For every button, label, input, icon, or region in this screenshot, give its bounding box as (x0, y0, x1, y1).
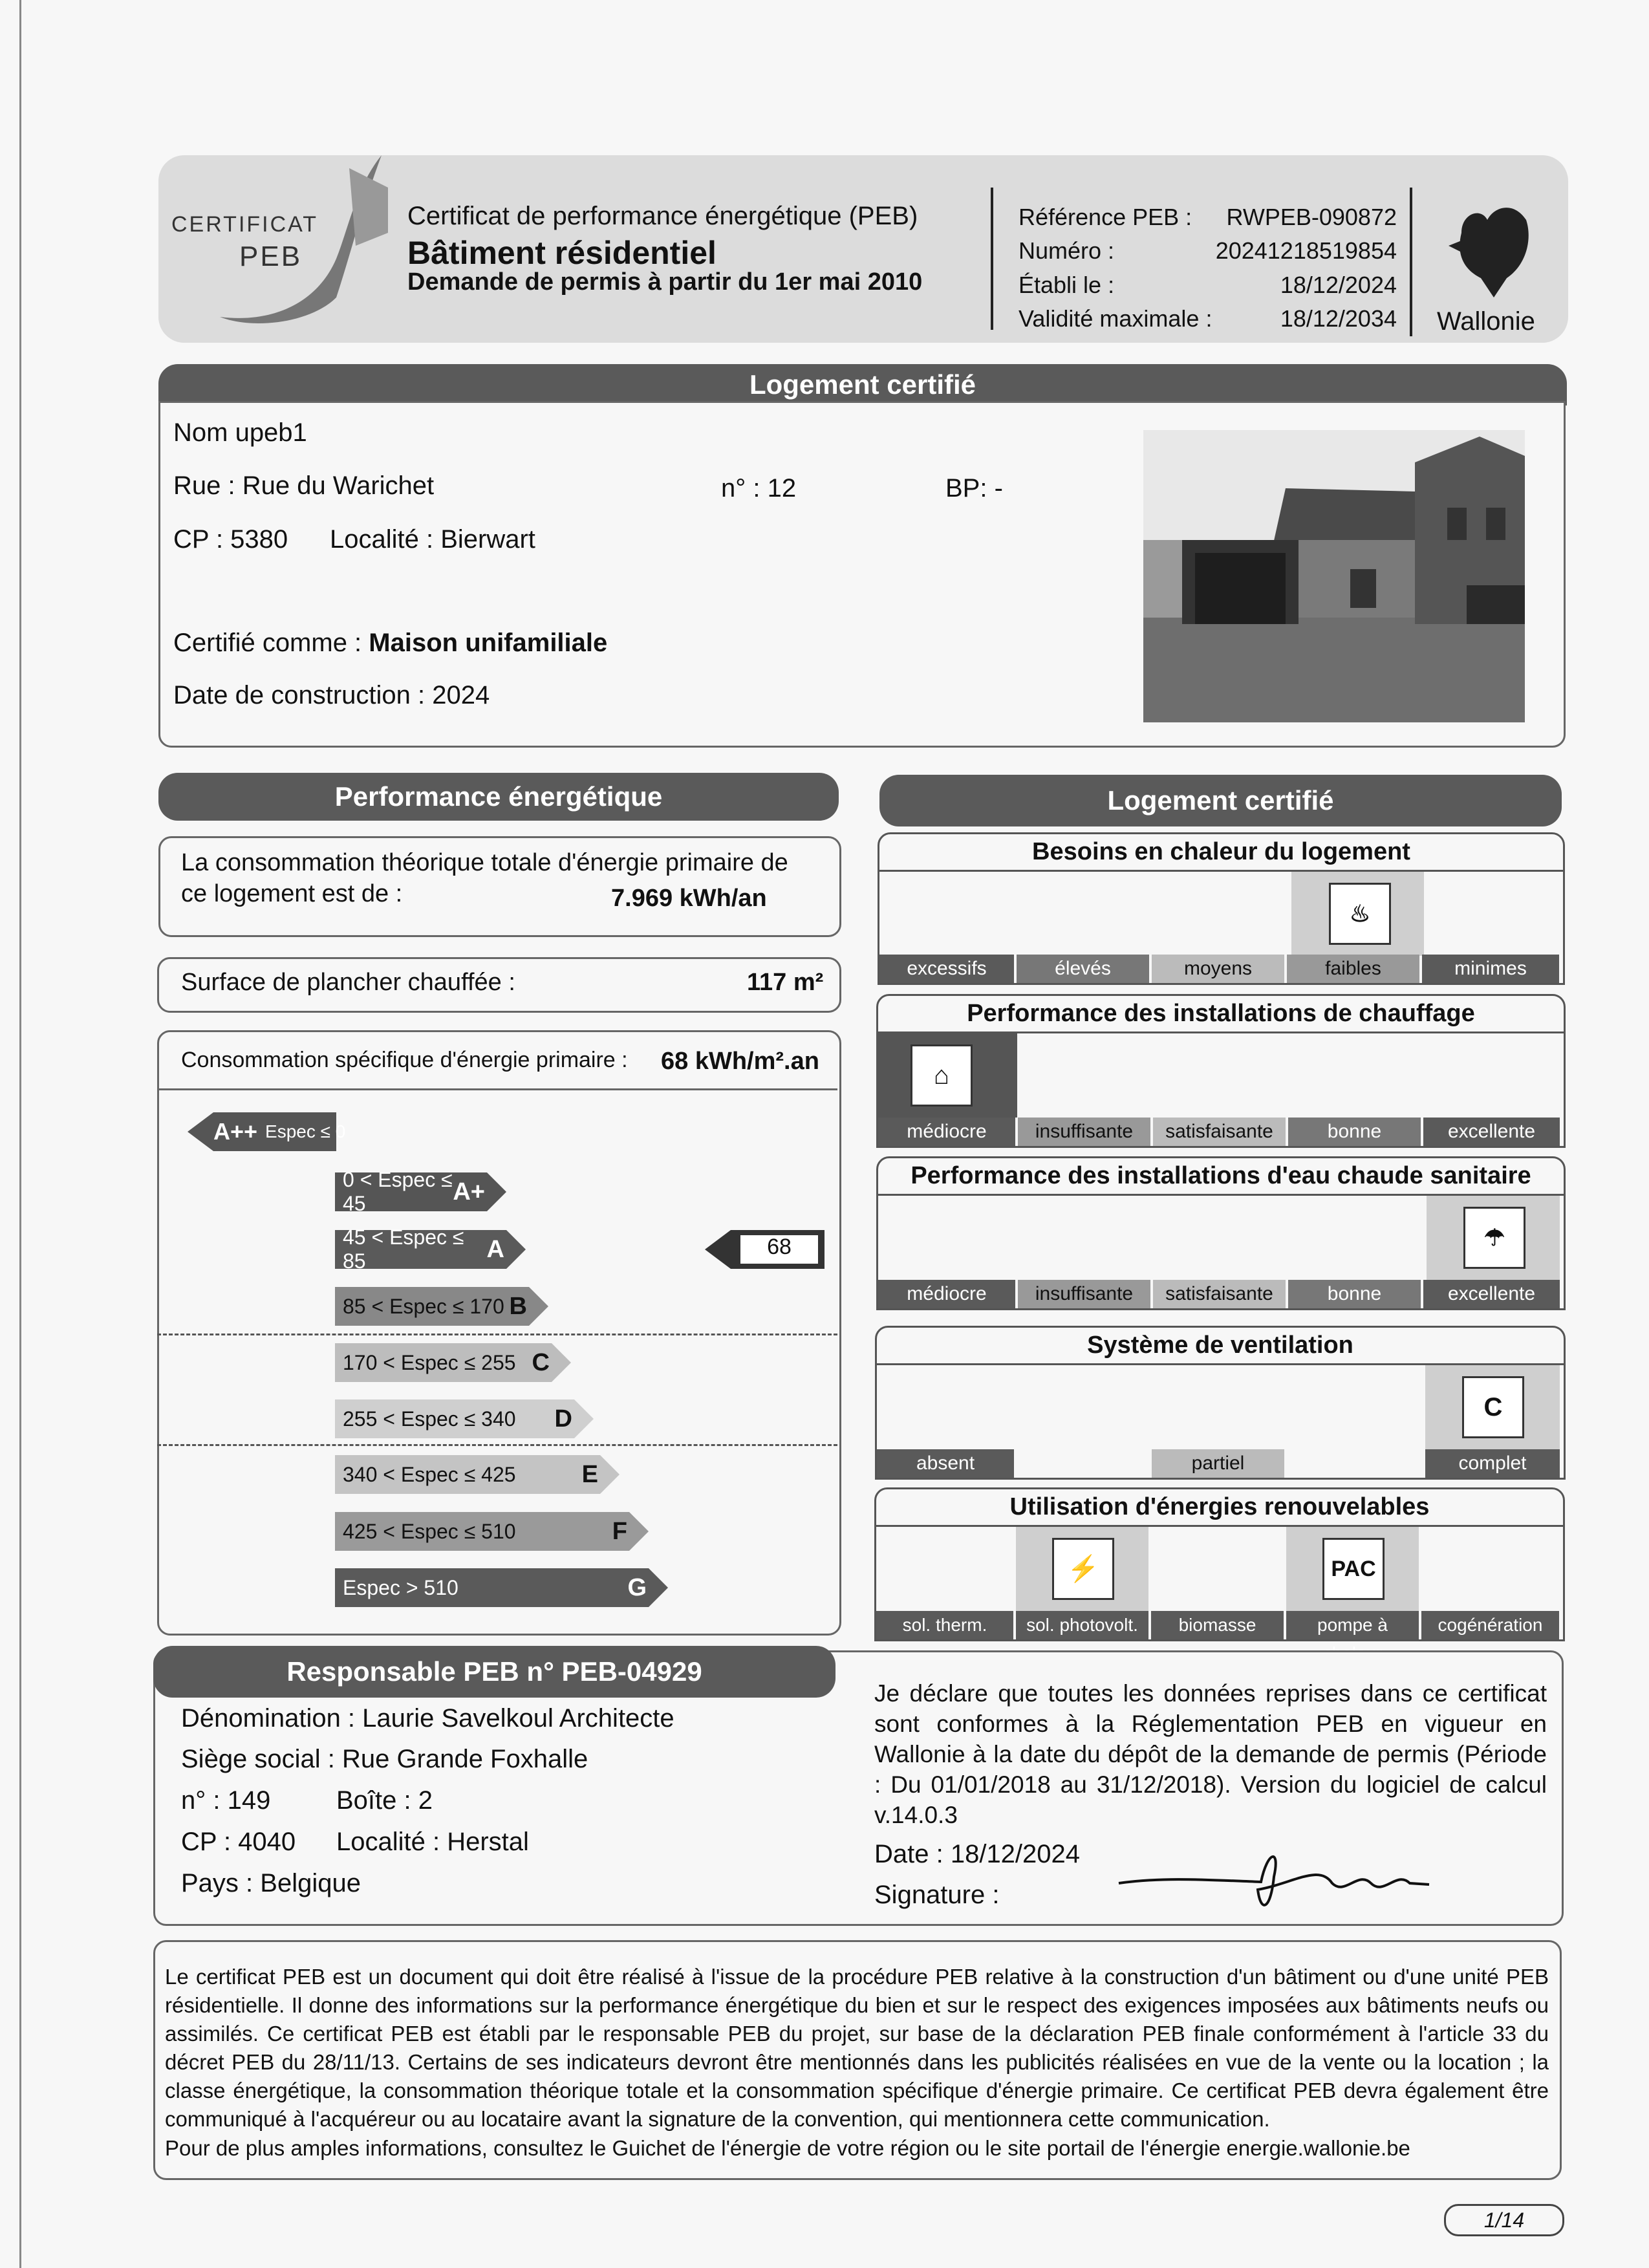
shower-icon: ☂ (1463, 1207, 1525, 1269)
class-divider-1 (157, 1334, 837, 1335)
class-f-letter: F (612, 1517, 627, 1545)
chauffage-seg-3: satisfaisante (1153, 1118, 1286, 1146)
class-divider-2 (157, 1444, 837, 1446)
besoins-panel (878, 832, 1565, 985)
class-g-letter: G (627, 1573, 647, 1601)
header-title1: Certificat de performance énergétique (PEB) (407, 202, 918, 230)
class-ap-letter: A+ (453, 1178, 485, 1205)
num-value: 20241218519854 (1215, 237, 1397, 264)
responsable-bar: Responsable PEB n° PEB-04929 (153, 1646, 835, 1698)
chauffage-seg-2: insuffisante (1018, 1118, 1150, 1146)
class-app-range: Espec ≤ 0 (265, 1121, 346, 1141)
responsable-pays: Pays : Belgique (181, 1869, 361, 1897)
ecs-seg-5: excellente (1423, 1280, 1560, 1308)
class-c-letter: C (532, 1348, 550, 1376)
class-c-range: 170 < Espec ≤ 255 (343, 1350, 516, 1374)
logement-localite: Localité : Bierwart (330, 525, 535, 554)
ecs-seg-3: satisfaisante (1153, 1280, 1286, 1308)
class-f-label (335, 1513, 632, 1550)
chauffage-title: Performance des installations de chauffage (878, 996, 1564, 1033)
renouv-seg-1: sol. therm. (876, 1611, 1013, 1639)
responsable-cp: CP : 4040 (181, 1828, 296, 1856)
ecs-seg-2: insuffisante (1018, 1280, 1150, 1308)
etabli-value: 18/12/2024 (1280, 272, 1397, 298)
class-g-label (335, 1570, 652, 1606)
header-separator (991, 188, 993, 330)
logement-cp: CP : 5380 (173, 525, 288, 554)
valid-label: Validité maximale : (1018, 305, 1212, 332)
conso-value: 7.969 kWh/an (611, 885, 767, 912)
spec-label: Consommation spécifique d'énergie primaire : (181, 1048, 628, 1072)
class-ap-label (335, 1168, 490, 1215)
certifie-label: Certifié comme : (173, 629, 369, 657)
ecs-panel (876, 1156, 1566, 1310)
class-a-range: 45 < Espec ≤ 85 (343, 1226, 464, 1273)
ecs-title: Performance des installations d'eau chaude sanitaire (878, 1158, 1564, 1196)
ventilation-seg-2: partiel (1152, 1449, 1284, 1478)
certifie-value: Maison unifamiliale (369, 629, 608, 657)
chauffage-seg-4: bonne (1288, 1118, 1421, 1146)
class-a-letter: A (486, 1235, 504, 1263)
renouv-seg-2: sol. photovolt. (1016, 1611, 1148, 1639)
besoins-title: Besoins en chaleur du logement (879, 834, 1563, 872)
performance-bar: Performance énergétique (158, 773, 839, 821)
footer-text: Le certificat PEB est un document qui doit être réalisé à l'issue de la procédure PEB relative à la construction d'un bâtiment ou d'une unité PEB résidentielle. Il donne des informations sur la performance énergétique du bien et sur le respect des exigences imposées aux bâtiments neufs ou assimilés. Ce certificat PEB est établi par le responsable PEB du projet, sur base de la déclaration PEB finale conformément à l'article 33 du décret PEB du 28/11/13. Certains de ses indicateurs devront être mentionnés dans les publicités réalisées en vue de la vente ou la location ; la classe énergétique, la consommation théorique totale et la consommation spécifique d'énergie primaire. Ce certificat PEB devra également être communiqué à l'acquéreur ou au locataire avant la signature de la convention, qui mentionnera cette communication. (165, 1965, 1549, 2131)
logement-bar: Logement certifié (158, 364, 1567, 405)
class-marker-value: 68 (767, 1235, 792, 1259)
logement-certifie (173, 629, 607, 658)
besoins-seg-2: élevés (1017, 955, 1149, 983)
footer-more-info: Pour de plus amples informations, consultez le Guichet de l'énergie de votre région ou le site portail de l'énergie energie.wallonie.be (165, 2136, 1410, 2160)
photovoltaic-icon: ⚡ (1052, 1538, 1114, 1600)
num-label: Numéro : (1018, 237, 1115, 264)
ecs-seg-4: bonne (1288, 1280, 1421, 1308)
ventilation-seg-3: complet (1425, 1449, 1560, 1478)
chauffage-seg-1: médiocre (878, 1118, 1015, 1146)
house-photo (1143, 430, 1525, 722)
page-number: 1/14 (1444, 2204, 1564, 2236)
class-app-letter: A++ (213, 1118, 258, 1145)
responsable-localite: Localité : Herstal (336, 1828, 529, 1856)
conso-text: La consommation théorique totale d'énergie primaire de ce logement est de : (181, 849, 788, 907)
class-e-label (335, 1456, 603, 1493)
renouv-seg-3: biomasse (1151, 1611, 1284, 1639)
chauffage-seg-5: excellente (1423, 1118, 1560, 1146)
class-b-label (335, 1288, 532, 1324)
responsable-date: Date : 18/12/2024 (874, 1840, 1081, 1868)
heating-house-icon: ⌂ (911, 1044, 973, 1107)
class-d-range: 255 < Espec ≤ 340 (343, 1407, 516, 1431)
valid-value: 18/12/2034 (1280, 305, 1397, 332)
chauffage-panel (876, 994, 1566, 1148)
heat-pump-icon: PAC (1322, 1538, 1385, 1600)
class-c-label (335, 1345, 555, 1381)
region-label: Wallonie (1437, 307, 1535, 336)
signature-scrawl (1112, 1838, 1436, 1916)
header-title2: Bâtiment résidentiel (407, 235, 717, 271)
besoins-seg-4: faibles (1287, 955, 1419, 983)
header-separator-2 (1410, 188, 1412, 336)
ventilation-c-icon: C (1462, 1376, 1524, 1438)
ventilation-seg-1: absent (877, 1449, 1014, 1478)
etabli-label: Établi le : (1018, 272, 1115, 298)
ref-label: Référence PEB : (1018, 204, 1192, 230)
responsable-denomination: Dénomination : Laurie Savelkoul Architecte (181, 1704, 674, 1733)
renouvelables-title: Utilisation d'énergies renouvelables (876, 1489, 1563, 1527)
logement-date-construction: Date de construction : 2024 (173, 681, 490, 709)
responsable-boite: Boîte : 2 (336, 1786, 433, 1815)
renouvelables-panel (874, 1487, 1565, 1641)
class-b-letter: B (509, 1292, 527, 1320)
rooster-icon (1436, 194, 1539, 304)
logement-numero: n° : 12 (721, 474, 797, 502)
peb-logo-swoosh (194, 149, 414, 343)
besoins-seg-1: excessifs (879, 955, 1014, 983)
spec-value: 68 kWh/m².an (661, 1048, 819, 1075)
renouv-seg-4: pompe à (1286, 1611, 1419, 1639)
signature-label: Signature : (874, 1881, 1000, 1909)
radiator-icon: ♨ (1329, 883, 1391, 945)
ref-value: RWPEB-090872 (1226, 204, 1397, 230)
surface-label: Surface de plancher chauffée : (181, 969, 515, 996)
class-e-range: 340 < Espec ≤ 425 (343, 1462, 516, 1486)
responsable-declaration: Je déclare que toutes les données reprises dans ce certificat sont conformes à la Réglementation PEB en vigueur en Wallonie à la date du dépôt de la demande de permis (Période : Du 01/01/2018 au 31/12/2018). Version du logiciel de calcul v.14.0.3 (874, 1680, 1547, 1828)
logement-nom: Nom upeb1 (173, 418, 307, 447)
besoins-seg-3: moyens (1152, 955, 1284, 983)
responsable-numero: n° : 149 (181, 1786, 271, 1815)
class-b-range: 85 < Espec ≤ 170 (343, 1294, 504, 1318)
class-g-range: Espec > 510 (343, 1575, 458, 1599)
ventilation-panel (875, 1326, 1566, 1480)
besoins-seg-5: minimes (1422, 955, 1559, 983)
class-ap-range: 0 < Espec ≤ 45 (343, 1168, 453, 1215)
class-e-letter: E (581, 1460, 598, 1488)
logo-line2: PEB (239, 241, 303, 272)
surface-value: 117 m² (747, 969, 824, 996)
class-d-letter: D (554, 1405, 572, 1432)
class-app-label (213, 1114, 345, 1150)
renouv-seg-5: cogénération (1421, 1611, 1559, 1639)
class-a-label (335, 1226, 510, 1273)
responsable-siege: Siège social : Rue Grande Foxhalle (181, 1745, 588, 1773)
logement-bp: BP: - (945, 474, 1003, 502)
header-title3: Demande de permis à partir du 1er mai 2010 (407, 268, 923, 296)
signature-image (1112, 1838, 1436, 1916)
logement-rue: Rue : Rue du Warichet (173, 471, 435, 500)
logo-line1: CERTIFICAT (171, 212, 319, 237)
class-d-label (335, 1401, 577, 1437)
ventilation-title: Système de ventilation (877, 1328, 1564, 1365)
class-f-range: 425 < Espec ≤ 510 (343, 1519, 516, 1543)
ecs-seg-1: médiocre (878, 1280, 1015, 1308)
logement-right-bar: Logement certifié (879, 775, 1562, 826)
